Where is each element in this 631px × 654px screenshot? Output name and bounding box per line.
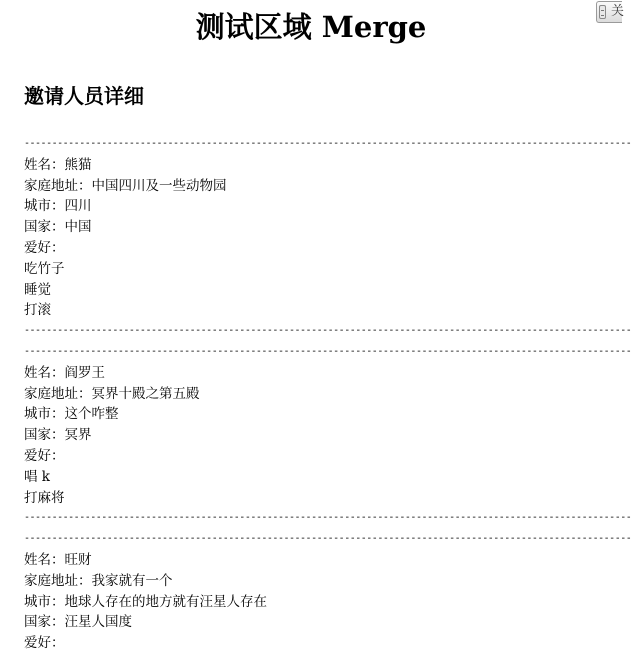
person-country: 国家：汪星人国度 <box>24 614 132 631</box>
person-city: 城市：四川 <box>24 198 92 215</box>
person-city: 城市：地球人存在的地方就有汪星人存在 <box>24 593 267 610</box>
page-title: 测试区域 Merge <box>195 10 427 44</box>
divider-bottom: -------------------------------------------------------------------------------------------------------------- <box>24 325 631 337</box>
person-name: 姓名：熊猫 <box>24 156 92 173</box>
person-name: 姓名：旺财 <box>24 551 92 568</box>
person-block <box>24 134 631 342</box>
person-hobby-label: 爱好： <box>24 447 65 464</box>
person-address: 家庭地址：中国四川及一些动物园 <box>24 177 227 194</box>
person-block <box>24 529 631 654</box>
person-city: 城市：这个咋整 <box>24 406 119 423</box>
person-address: 家庭地址：我家就有一个 <box>24 572 173 589</box>
divider-top: -------------------------------------------------------------------------------------------------------------- <box>24 533 631 545</box>
scroll-handle-icon[interactable] <box>599 5 606 19</box>
person-address: 家庭地址：冥界十殿之第五殿 <box>24 385 200 402</box>
scroll-glyph: 关 <box>611 4 625 19</box>
person-hobby-item: 睡觉 <box>24 281 51 298</box>
person-country: 国家：冥界 <box>24 427 92 444</box>
divider-top: -------------------------------------------------------------------------------------------------------------- <box>24 345 631 357</box>
person-block <box>24 342 631 529</box>
section-title: 邀请人员详细 <box>24 84 144 108</box>
person-hobby-label: 爱好： <box>24 239 65 256</box>
person-country: 国家：中国 <box>24 219 92 236</box>
person-hobby-item: 打麻将 <box>24 489 65 506</box>
person-list <box>24 134 631 654</box>
scroll-widget[interactable] <box>596 1 625 23</box>
person-hobby-item: 打滚 <box>24 302 51 319</box>
person-hobby-label: 爱好： <box>24 635 65 652</box>
person-name: 姓名：阎罗王 <box>24 364 105 381</box>
person-hobby-item: 吃竹子 <box>24 260 65 277</box>
divider-top: -------------------------------------------------------------------------------------------------------------- <box>24 138 631 149</box>
person-hobby-item: 唱 k <box>24 468 50 485</box>
divider-bottom: -------------------------------------------------------------------------------------------------------------- <box>24 512 631 524</box>
